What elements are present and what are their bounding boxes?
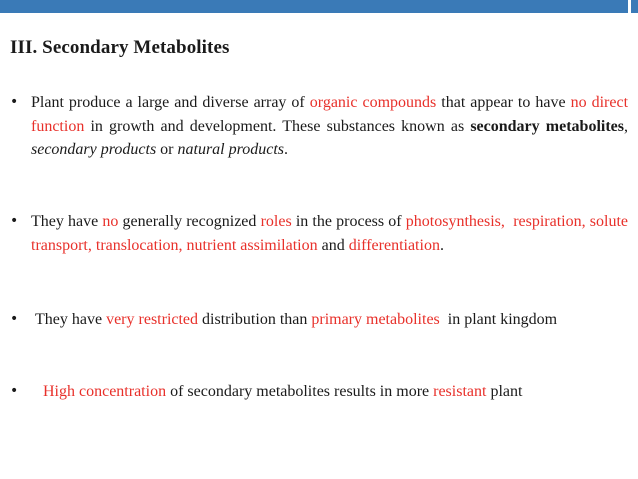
text-run: photosynthesis, respiration, solute transport, translocation, nutrient assimilation bbox=[31, 213, 632, 254]
text-run: no bbox=[102, 213, 119, 230]
text-run: natural products bbox=[177, 141, 285, 158]
text-run: . bbox=[439, 236, 444, 254]
text-run: High concentration bbox=[43, 383, 167, 400]
header-bar-fill bbox=[0, 0, 628, 13]
text-run: of secondary metabolites results in more bbox=[166, 383, 434, 400]
text-run: secondary metabolites bbox=[470, 117, 624, 135]
text-run: Plant produce a large and diverse array of bbox=[31, 94, 310, 111]
text-run: resistant bbox=[433, 383, 487, 400]
text-run: They have bbox=[31, 311, 107, 328]
text-run: primary metabolites bbox=[311, 311, 440, 328]
header-bar bbox=[0, 0, 638, 14]
text-run: and bbox=[317, 236, 349, 254]
text-run: organic compounds bbox=[309, 94, 437, 111]
slide-title: III. Secondary Metabolites bbox=[10, 37, 230, 58]
text-run: in growth and development. These substances known as bbox=[84, 117, 471, 135]
text-run: distribution than bbox=[198, 311, 312, 328]
bullet-text-4 bbox=[31, 380, 601, 404]
text-run: secondary products bbox=[31, 141, 157, 158]
text-run: that appear to have bbox=[436, 94, 571, 111]
bullet-marker: • bbox=[10, 94, 19, 110]
text-run: no direct function bbox=[31, 94, 633, 135]
text-run: roles bbox=[260, 213, 292, 230]
text-run bbox=[31, 383, 43, 400]
bullet-marker: • bbox=[10, 311, 19, 327]
bullet-text-3 bbox=[31, 308, 628, 332]
bullet-marker: • bbox=[10, 383, 19, 399]
text-run: very restricted bbox=[106, 311, 199, 328]
header-bar-tab bbox=[631, 0, 638, 13]
text-run: generally recognized bbox=[118, 213, 261, 230]
text-run: in plant kingdom bbox=[439, 311, 558, 328]
text-run: , bbox=[624, 117, 632, 135]
text-run: . bbox=[284, 141, 289, 158]
bullet-text-1 bbox=[31, 91, 633, 162]
bullet-marker: • bbox=[10, 213, 19, 229]
text-run: or bbox=[156, 141, 178, 158]
text-run: They have bbox=[31, 213, 103, 230]
text-run: in the process of bbox=[291, 213, 406, 230]
bullet-text-2 bbox=[31, 210, 632, 257]
text-run: differentiation bbox=[348, 236, 440, 254]
text-run: plant bbox=[486, 383, 523, 400]
